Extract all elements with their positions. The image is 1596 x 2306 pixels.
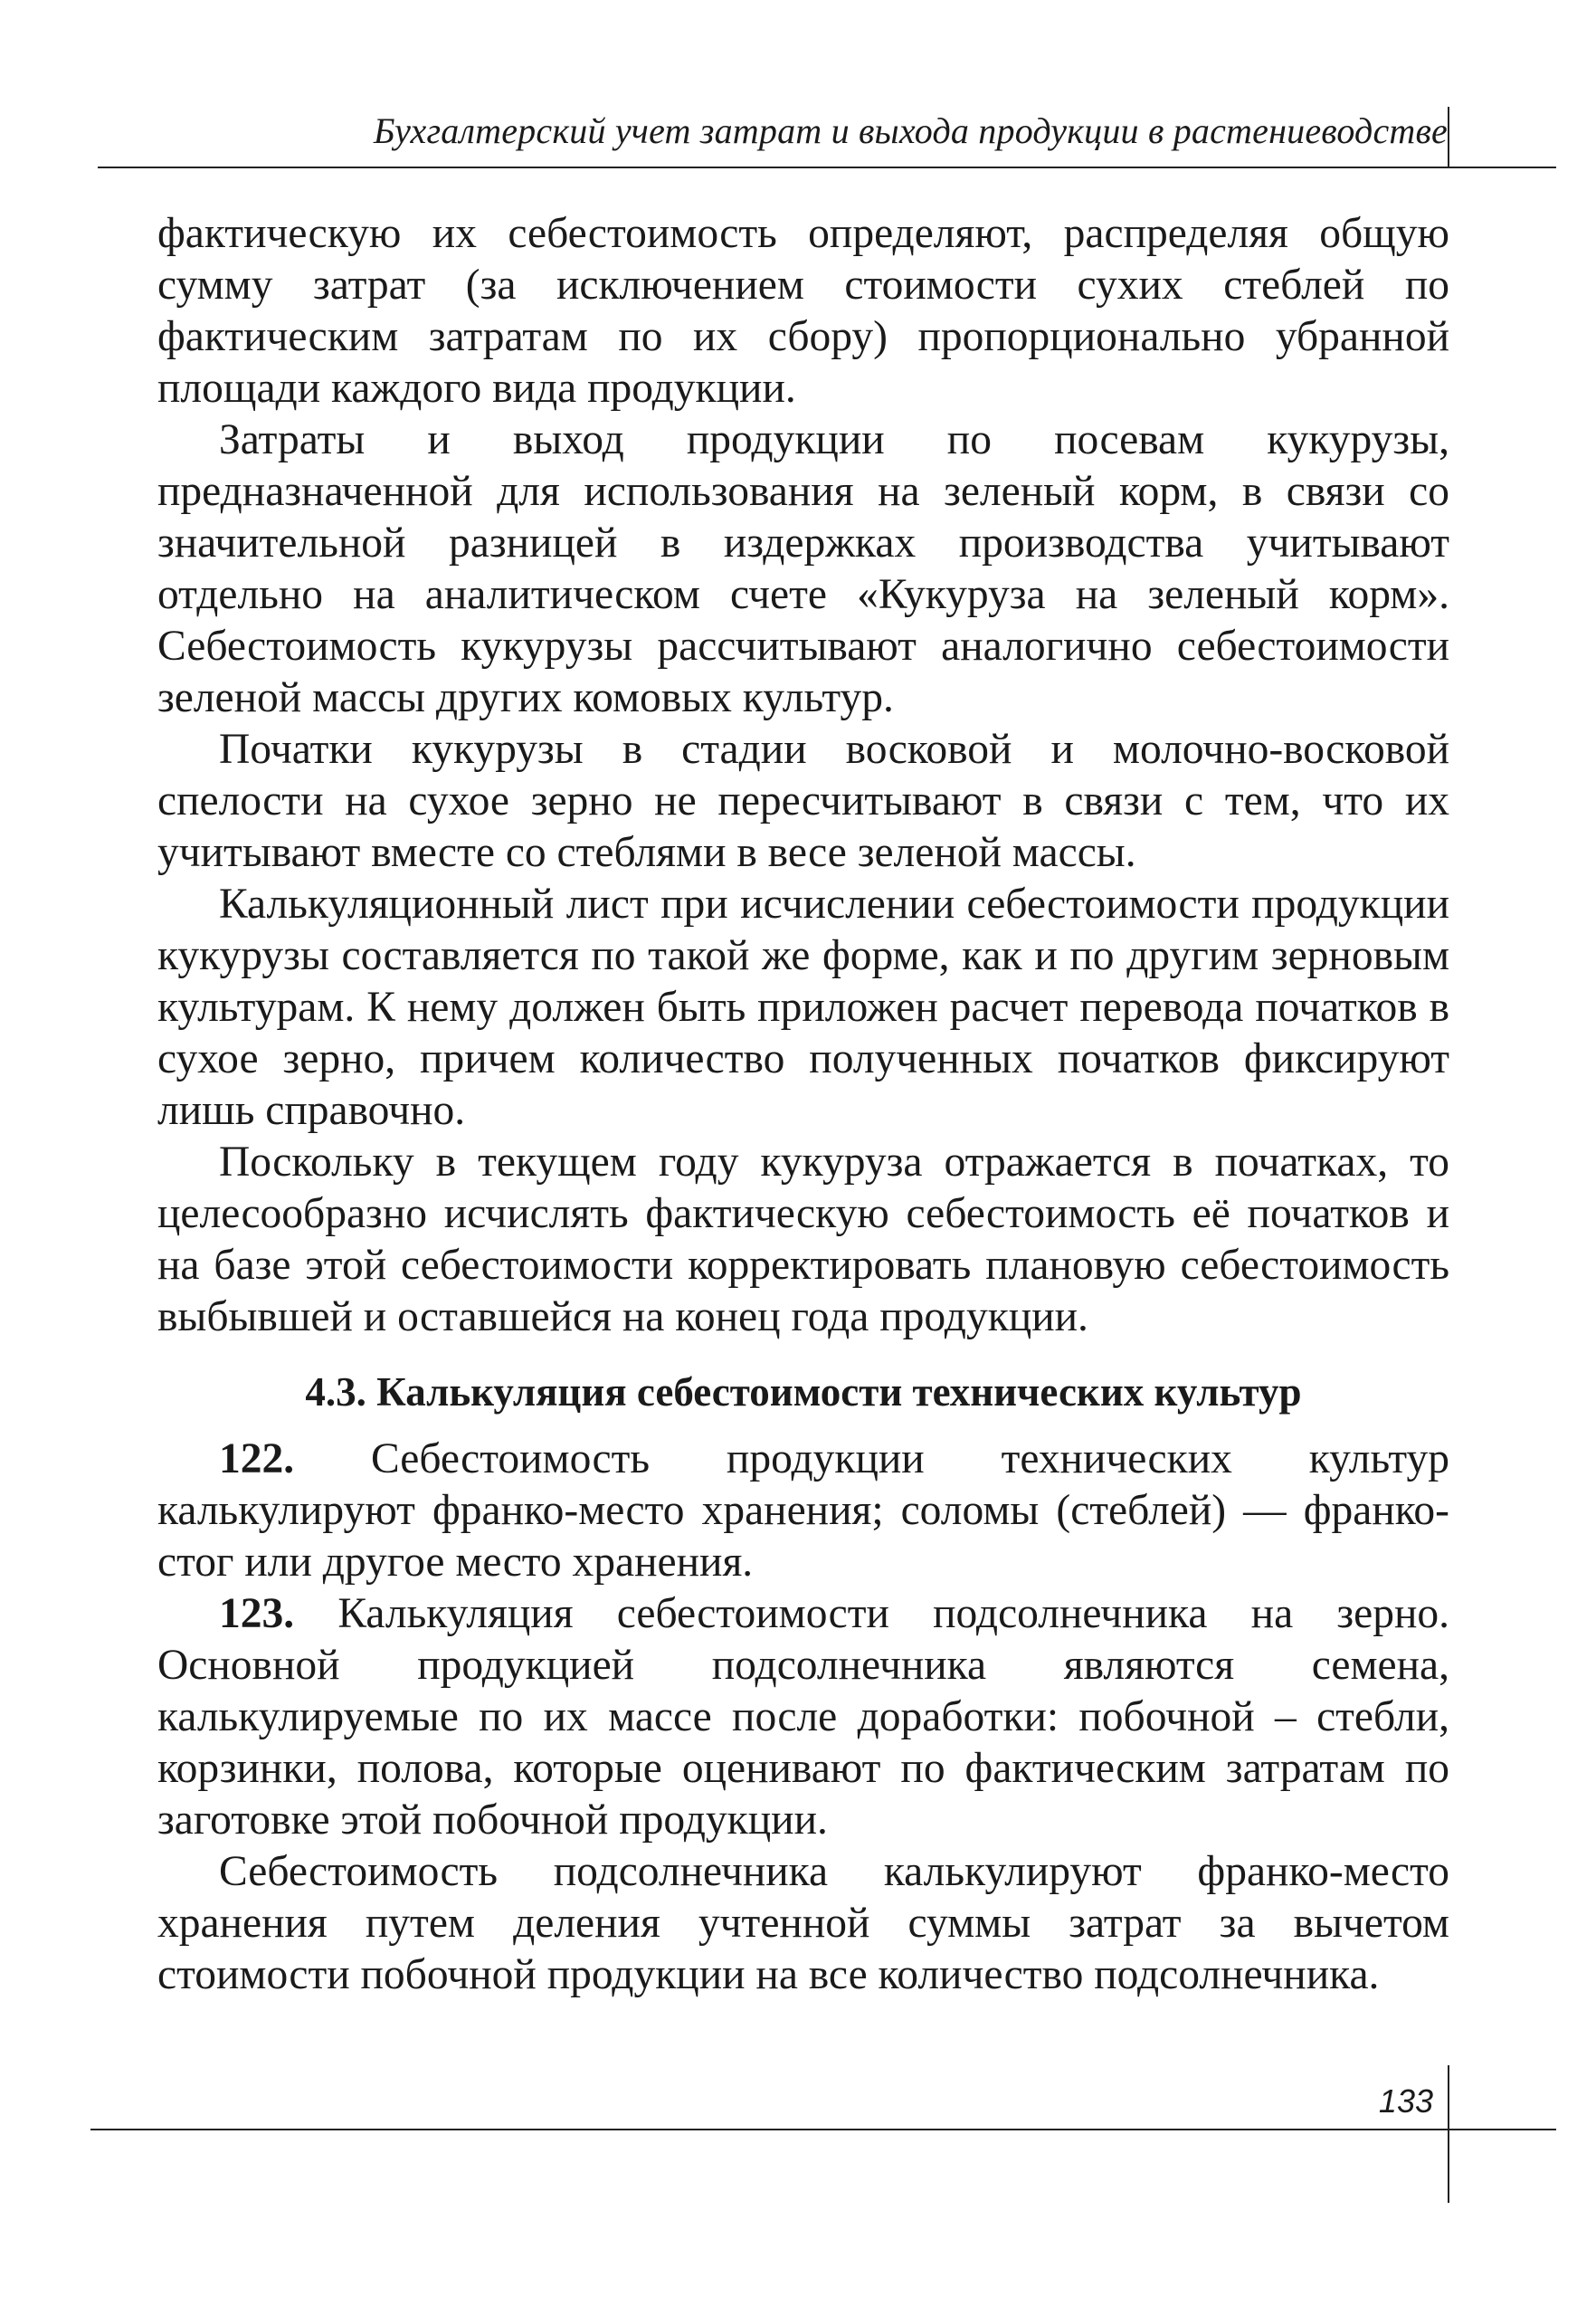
footer-rule: [90, 2129, 1556, 2130]
header-vertical-rule: [1448, 107, 1449, 168]
item-text: Калькуляция себестоимости подсолнечника на зерно. Основной продукцией подсолнечника являются семена, калькулируемые по их массе после доработки: побочной – стебли, корзинки, полова, которые оценивают по фактическим затратам по заготовке этой побочной продукции.: [157, 1590, 1449, 1844]
numbered-item-123: [157, 1588, 1449, 1846]
section-heading: 4.3. Калькуляция себестоимости технических культур: [305, 1369, 1302, 1415]
running-head: Бухгалтерский учет затрат и выхода продукции в растениеводстве: [373, 110, 1448, 151]
item-text: Себестоимость продукции технических культур калькулируют франко-место хранения; соломы (стеблей) — франко-стог или другое место хранения.: [157, 1435, 1449, 1586]
item-number: 123.: [219, 1590, 295, 1637]
page-number: 133: [1378, 2082, 1433, 2120]
footer-vertical-rule: [1448, 2065, 1449, 2203]
item-number: 122.: [219, 1435, 295, 1482]
paragraph-current-year: Поскольку в текущем году кукуруза отражается в початках, то целесообразно исчислять фактическую себестоимость её початков и на базе этой себестоимости корректировать плановую себестоимость выбывшей и оставшейся на конец года продукции.: [157, 1139, 1449, 1340]
page-body: [157, 208, 1449, 2001]
paragraph-corn-cobs: Початки кукурузы в стадии восковой и молочно-восковой спелости на сухое зерно не пересчитывают в связи с тем, что их учитывают вместе со стеблями в весе зеленой массы.: [157, 726, 1449, 876]
header-rule: [98, 167, 1556, 168]
paragraph-calculation-sheet: Калькуляционный лист при исчислении себестоимости продукции кукурузы составляется по такой же форме, как и по другим зерновым культурам. К нему должен быть приложен расчет перевода початков в сухое зерно, причем количество полученных початков фиксируют лишь справочно.: [157, 881, 1449, 1134]
numbered-item-122: [157, 1434, 1449, 1588]
paragraph-corn-green-fodder: Затраты и выход продукции по посевам кукурузы, предназначенной для использования на зеленый корм, в связи со значительной разницей в издержках производства учитывают отдельно на аналитическом счете «Кукуруза на зеленый корм». Себестоимость кукурузы рассчитывают аналогично себестоимости зеленой массы других комовых культур.: [157, 416, 1449, 721]
paragraph-sunflower-cost: Себестоимость подсолнечника калькулируют франко-место хранения путем деления учтенной суммы затрат за вычетом стоимости побочной продукции на все количество подсолнечника.: [157, 1848, 1449, 1998]
paragraph-continuation: фактическую их себестоимость определяют, распределяя общую сумму затрат (за исключением стоимости сухих стеблей по фактическим затратам по их сбору) пропорционально убранной площади каждого вида продукции.: [157, 210, 1449, 412]
